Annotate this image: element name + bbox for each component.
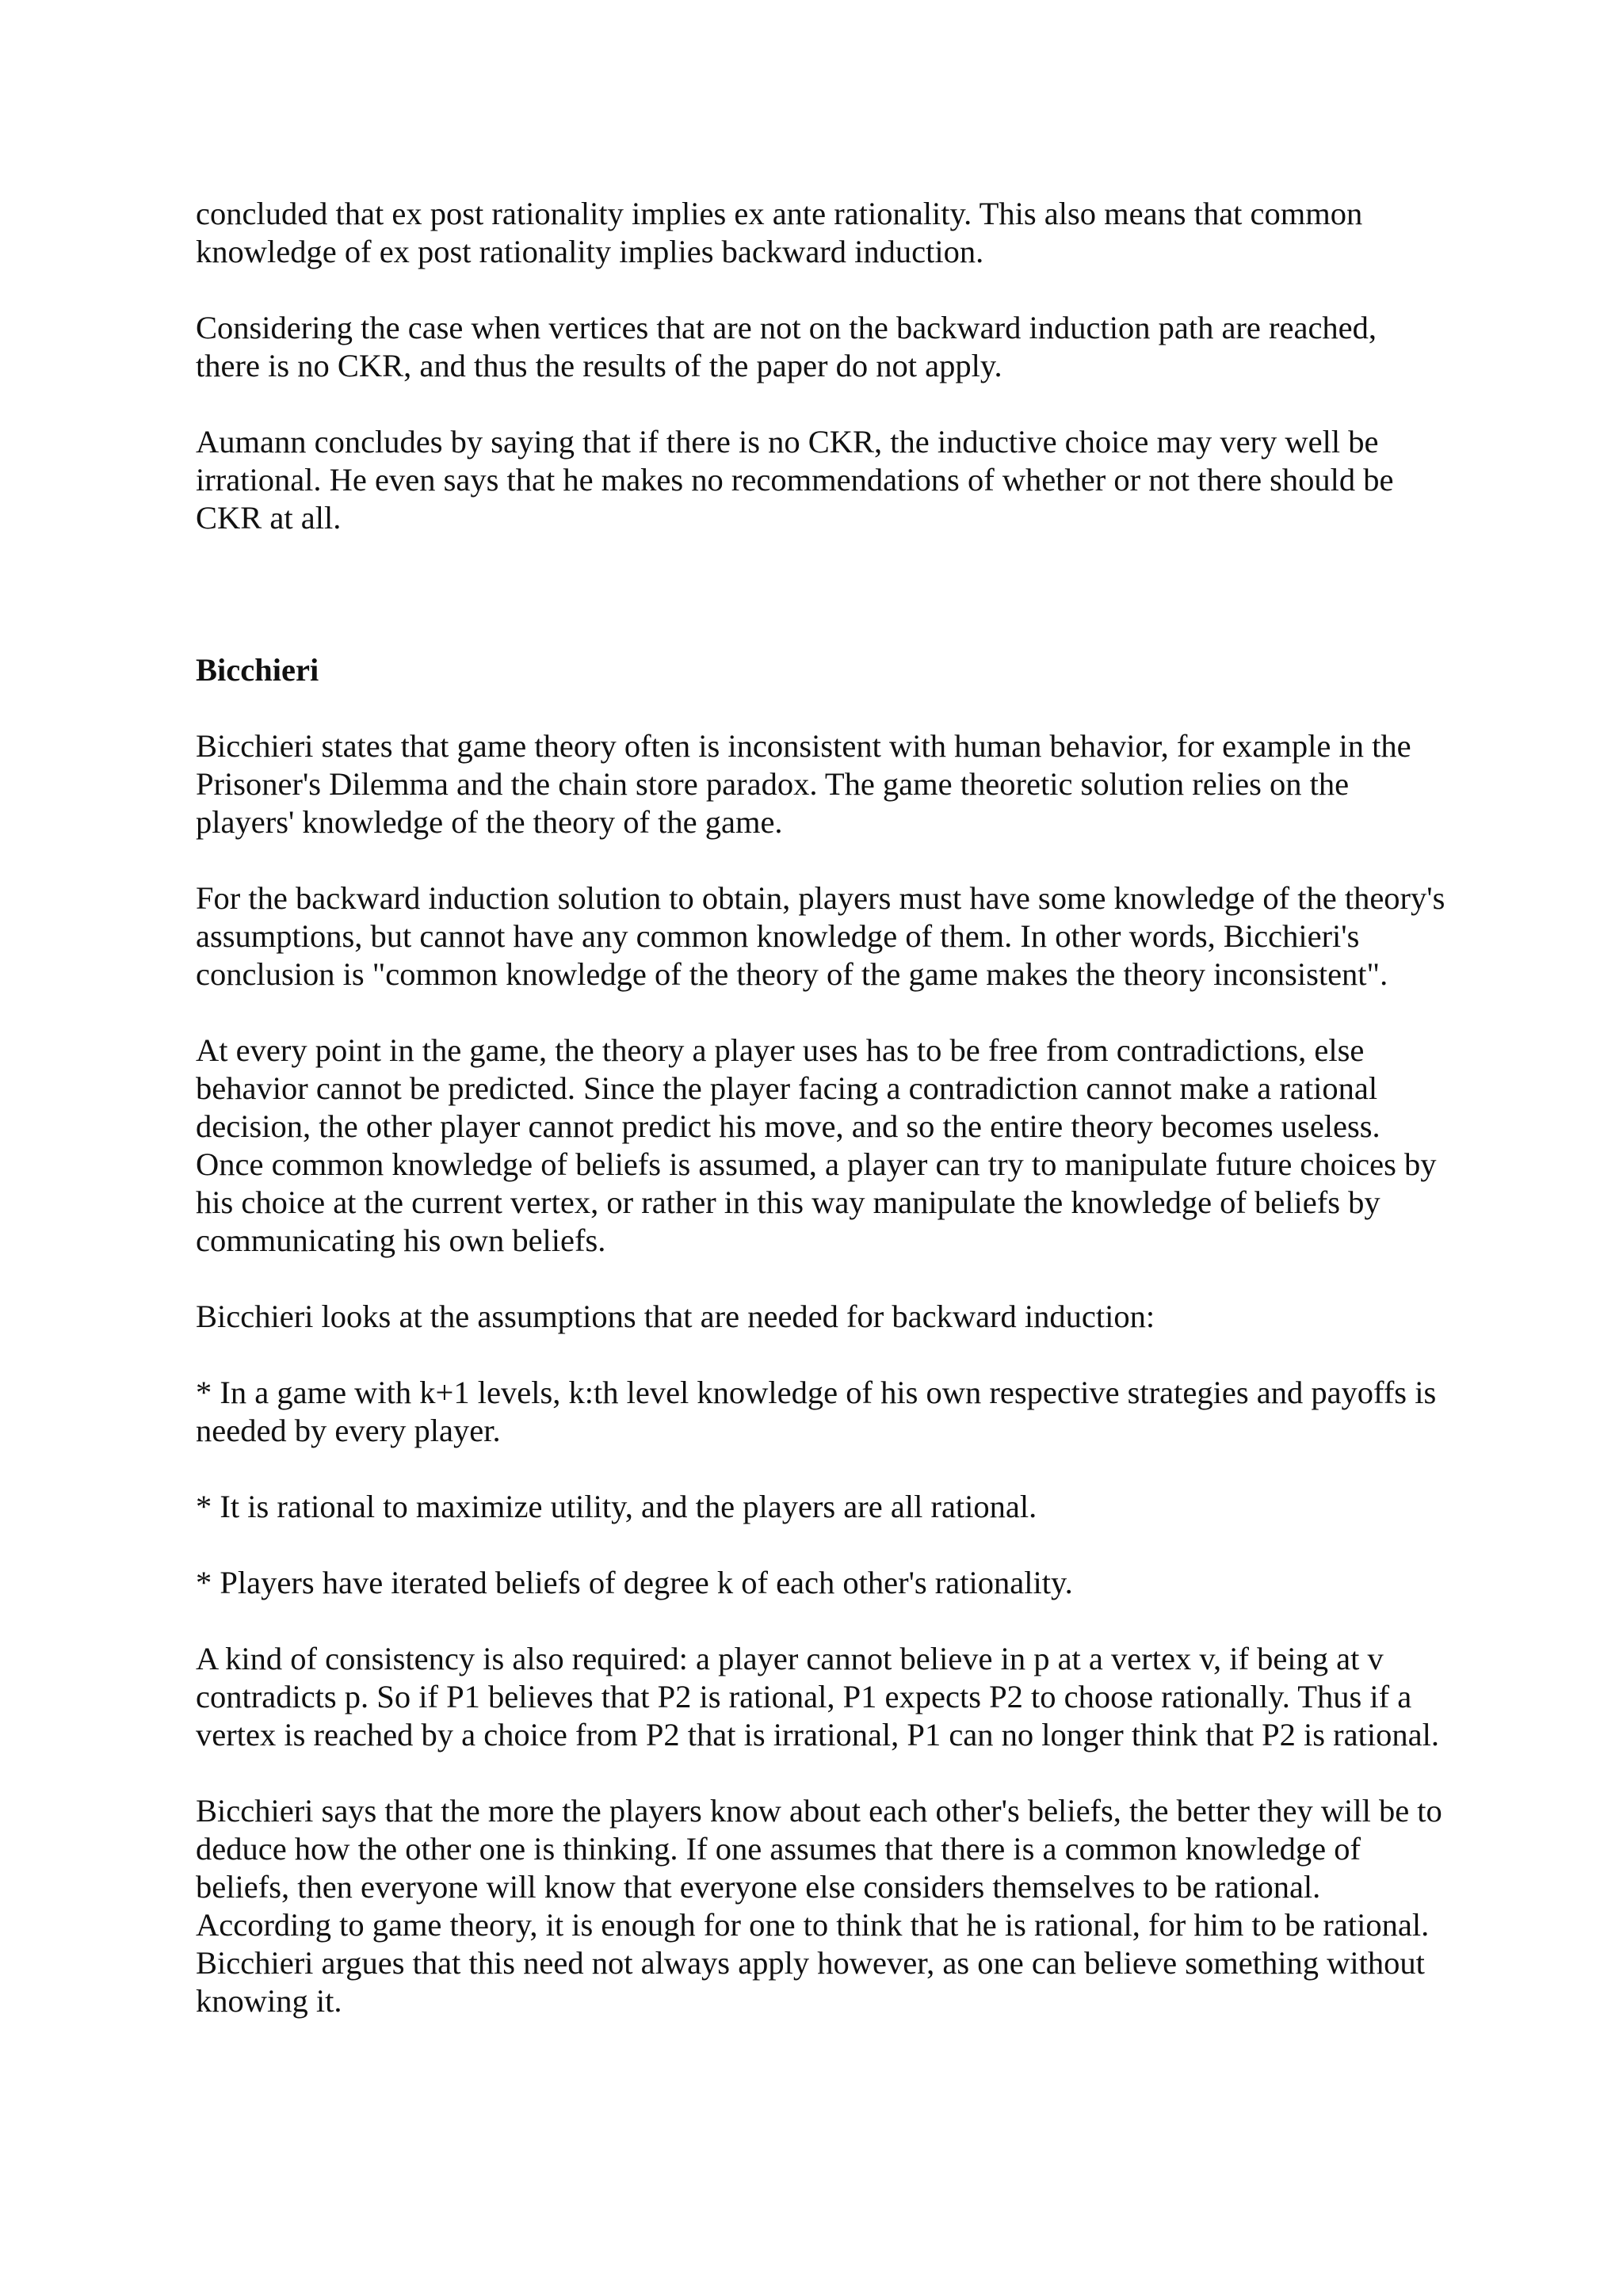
- section-spacer: [196, 575, 1448, 651]
- section-heading: Bicchieri: [196, 652, 319, 688]
- paragraph: Aumann concludes by saying that if there is no CKR, the inductive choice may very well be irrational. He even says that he makes no recommendations of whether or not there should be CKR at all.: [196, 424, 1394, 536]
- document-body: [196, 195, 1448, 2058]
- bullet-item: * In a game with k+1 levels, k:th level knowledge of his own respective strategies and payoffs is needed by every player.: [196, 1375, 1437, 1448]
- paragraph: Bicchieri looks at the assumptions that are needed for backward induction:: [196, 1299, 1155, 1334]
- paragraph: For the backward induction solution to obtain, players must have some knowledge of the theory's assumptions, but cannot have any common knowledge of them. In other words, Bicchieri's conclusion is "common knowledge of the theory of the game makes the theory inconsistent".: [196, 880, 1445, 992]
- paragraph: At every point in the game, the theory a player uses has to be free from contradictions, else behavior cannot be predicted. Since the player facing a contradiction cannot make a rational decision, the other player cannot predict his move, and so the entire theory becomes useless. Once common knowledge of beliefs is assumed, a player can try to manipulate future choices by his choice at the current vertex, or rather in this way manipulate the knowledge of beliefs by communicating his own beliefs.: [196, 1032, 1437, 1258]
- bullet-item: * Players have iterated beliefs of degree k of each other's rationality.: [196, 1565, 1073, 1600]
- paragraph: Bicchieri says that the more the players know about each other's beliefs, the better they will be to deduce how the other one is thinking. If one assumes that there is a common knowledge of beliefs, then everyone will know that everyone else considers themselves to be rational. According to game theory, it is enough for one to think that he is rational, for him to be rational. Bicchieri argues that this need not always apply however, as one can believe something without knowing it.: [196, 1793, 1442, 2019]
- paragraph: A kind of consistency is also required: a player cannot believe in p at a vertex v, if being at v contradicts p. So if P1 believes that P2 is rational, P1 expects P2 to choose rationally. Thus if a vertex is reached by a choice from P2 that is irrational, P1 can no longer think that P2 is rational.: [196, 1641, 1439, 1753]
- bullet-item: * It is rational to maximize utility, and the players are all rational.: [196, 1489, 1037, 1524]
- paragraph: concluded that ex post rationality implies ex ante rationality. This also means that common knowledge of ex post rationality implies backward induction.: [196, 196, 1363, 269]
- paragraph: Considering the case when vertices that are not on the backward induction path are reached, there is no CKR, and thus the results of the paper do not apply.: [196, 310, 1377, 383]
- paragraph: Bicchieri states that game theory often is inconsistent with human behavior, for example in the Prisoner's Dilemma and the chain store paradox. The game theoretic solution relies on the players' knowledge of the theory of the game.: [196, 728, 1411, 840]
